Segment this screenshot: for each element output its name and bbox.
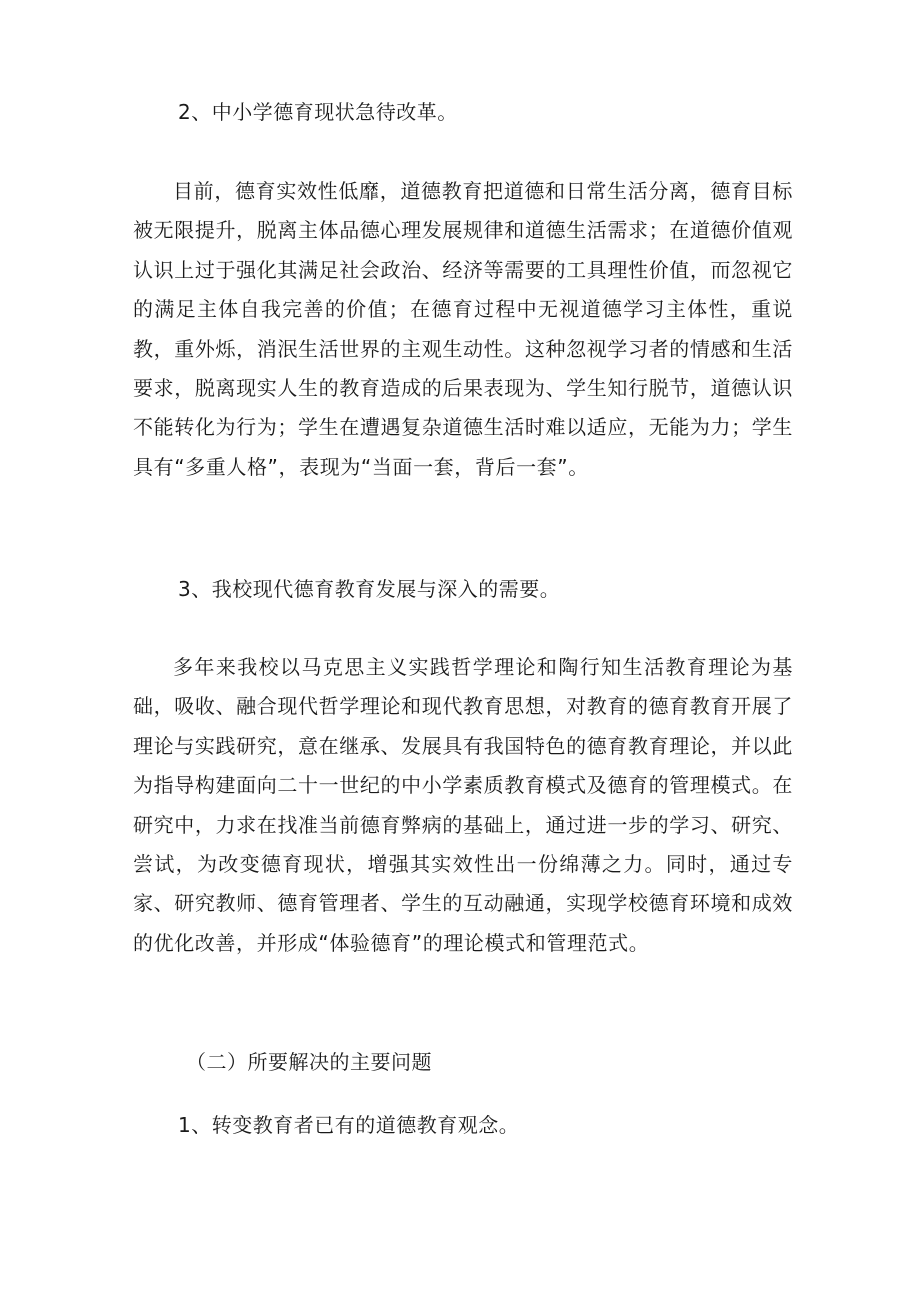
heading-3: 3、我校现代德育教育发展与深入的需要。 bbox=[178, 577, 561, 601]
section-heading: （二）所要解决的主要问题 bbox=[186, 1050, 432, 1074]
item-1: 1、转变教育者已有的道德教育观念。 bbox=[178, 1113, 520, 1137]
paragraph-2: 多年来我校以马克思主义实践哲学理论和陶行知生活教育理论为基础，吸收、融合现代哲学理论和现代教育思想，对教育的德育教育开展了理论与实践研究，意在继承、发展具有我国特色的德育教育理论，并以此为指导构建面向二十一世纪的中小学素质教育模式及德育的管理模式。在研究中，力求在找准当前德育弊病的基础上，通过进一步的学习、研究、尝试，为改变德育现状，增强其实效性出一份绵薄之力。同时，通过专家、研究教师、德育管理者、学生的互动融通，实现学校德育环境和成效的优化改善，并形成“体验德育”的理论模式和管理范式。 bbox=[133, 655, 793, 955]
paragraph-1: 目前，德育实效性低靡，道德教育把道德和日常生活分离，德育目标被无限提升，脱离主体品德心理发展规律和道德生活需求；在道德价值观认识上过于强化其满足社会政治、经济等需要的工具理性价值，而忽视它的满足主体自我完善的价值；在德育过程中无视道德学习主体性，重说教，重外烁，消泯生活世界的主观生动性。这种忽视学习者的情感和生活要求，脱离现实人生的教育造成的后果表现为、学生知行脱节，道德认识不能转化为行为；学生在遭遇复杂道德生活时难以适应，无能为力；学生具有“多重人格”，表现为“当面一套，背后一套”。 bbox=[133, 179, 793, 479]
heading-2: 2、中小学德育现状急待改革。 bbox=[178, 100, 458, 124]
